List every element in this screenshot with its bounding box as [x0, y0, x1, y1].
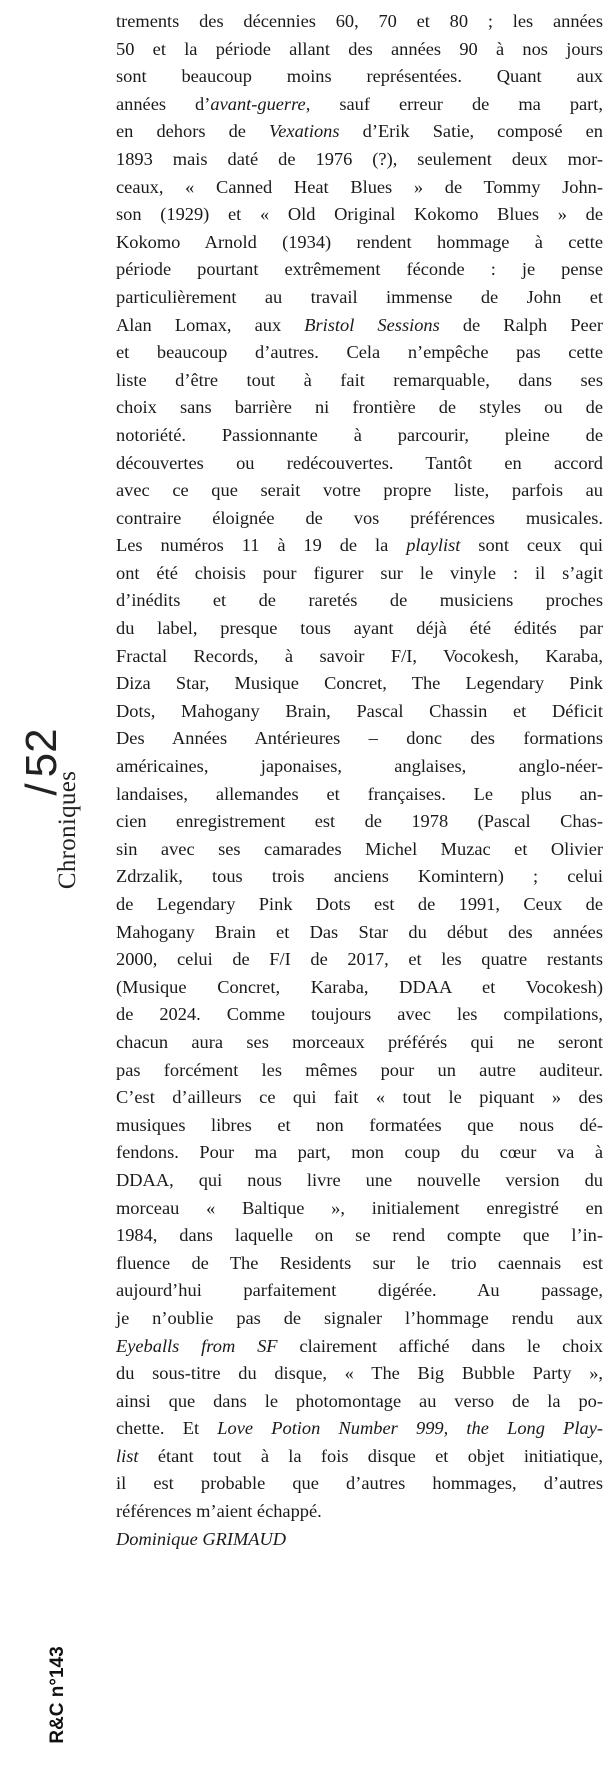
- text-segment: , sauf erreur de ma part,: [305, 93, 604, 114]
- issue-label: R&C n°143: [47, 1646, 68, 1744]
- text-segment: de Legendary Pink Dots est de 1991, Ceux de: [116, 894, 603, 914]
- article-line: [116, 532, 603, 560]
- text-segment: 2000, celui de F/I de 2017, et les quatre restants: [116, 949, 603, 970]
- article-line: [116, 339, 603, 367]
- page-number-value: 52: [17, 728, 66, 778]
- article-line: [116, 256, 603, 284]
- article-line: [116, 477, 603, 505]
- article-line: [116, 1333, 603, 1361]
- italic-text: list: [116, 1445, 139, 1466]
- text-segment: morceau « Baltique », initialement enregistré en: [116, 1197, 603, 1218]
- text-segment: (Musique Concret, Karaba, DDAA et Vocokesh): [116, 976, 603, 997]
- article-line: [116, 670, 603, 698]
- text-segment: il est probable que d’autres hommages, d’autres: [116, 1473, 603, 1494]
- text-segment: américaines, japonaises, anglaises, anglo-néer-: [116, 756, 603, 777]
- article-line: [116, 1388, 603, 1416]
- italic-text: Eyeballs from SF: [116, 1335, 278, 1356]
- article-line: [116, 422, 603, 450]
- italic-text: Love Potion Number 999, the Long Play-: [217, 1418, 603, 1439]
- article-column: [116, 8, 603, 1553]
- article-line: [116, 587, 603, 615]
- article-line: [116, 1222, 603, 1250]
- italic-text: playlist: [406, 535, 461, 556]
- text-segment: Zdrzalik, tous trois anciens Komintern) ; celui: [116, 866, 603, 887]
- article-line: [116, 1470, 603, 1498]
- article-line: [116, 863, 603, 891]
- article-line: [116, 312, 603, 340]
- text-segment: C’est d’ailleurs ce qui fait « tout le piquant » des: [116, 1087, 603, 1108]
- text-segment: en dehors de: [116, 121, 270, 142]
- article-line: [116, 891, 603, 919]
- text-segment: Alan Lomax, aux: [116, 314, 305, 335]
- text-segment: fluence de The Residents sur le trio caennais est: [116, 1252, 603, 1273]
- text-segment: de 2024. Comme toujours avec les compilations,: [116, 1004, 603, 1025]
- article-line: [116, 8, 603, 36]
- article-line: [116, 505, 603, 533]
- article-line: [116, 781, 603, 809]
- italic-text: Bristol Sessions: [304, 314, 440, 335]
- article-line: [116, 174, 603, 202]
- article-line: [116, 284, 603, 312]
- text-segment: liste d’être tout à fait remarquable, dans ses: [116, 369, 603, 390]
- page-slash: /: [17, 783, 66, 796]
- text-segment: sont beaucoup moins représentées. Quant aux: [116, 66, 603, 87]
- article-line: [116, 450, 603, 478]
- article-line: [116, 1112, 603, 1140]
- text-segment: Diza Star, Musique Concret, The Legendary Pink: [116, 673, 603, 694]
- text-segment: chacun aura ses morceaux préférés qui ne seront: [116, 1031, 603, 1052]
- text-segment: références m’aient échappé.: [116, 1501, 322, 1522]
- text-segment: découvertes ou redécouvertes. Tantôt en accord: [116, 452, 603, 473]
- article-line: [116, 836, 603, 864]
- text-segment: musiques libres et non formatées que nous dé-: [116, 1114, 603, 1135]
- author-signature: Dominique GRIMAUD: [116, 1528, 287, 1549]
- text-segment: je n’oublie pas de signaler l’hommage rendu aux: [116, 1307, 603, 1328]
- text-segment: d’Erik Satie, composé en: [339, 121, 603, 142]
- article-line: [116, 1057, 603, 1085]
- text-segment: contraire éloignée de vos préférences musicales.: [116, 507, 603, 528]
- article-line: [116, 698, 603, 726]
- text-segment: clairement affiché dans le choix: [277, 1335, 603, 1356]
- article-line: [116, 615, 603, 643]
- text-segment: et beaucoup d’autres. Cela n’empêche pas cette: [116, 342, 603, 363]
- text-segment: ont été choisis pour figurer sur le vinyle : il s’agit: [116, 562, 603, 583]
- article-line: [116, 1195, 603, 1223]
- article-line: [116, 560, 603, 588]
- article-line: [116, 146, 603, 174]
- article-line: [116, 36, 603, 64]
- article-line: [116, 1084, 603, 1112]
- article-line: [116, 1029, 603, 1057]
- text-segment: sin avec ses camarades Michel Muzac et Olivier: [116, 838, 603, 859]
- article-line: [116, 1305, 603, 1333]
- text-segment: ceaux, « Canned Heat Blues » de Tommy John-: [116, 176, 603, 197]
- text-segment: particulièrement au travail immense de John et: [116, 286, 603, 307]
- article-line: [116, 229, 603, 257]
- text-segment: trements des décennies 60, 70 et 80 ; les années: [116, 11, 603, 31]
- text-segment: sont ceux qui: [460, 535, 604, 556]
- text-segment: étant tout à la fois disque et objet initiatique,: [138, 1445, 603, 1466]
- text-segment: avec ce que serait votre propre liste, parfois au: [116, 480, 603, 501]
- article-line: [116, 946, 603, 974]
- section-rail: [43, 680, 93, 980]
- text-segment: fendons. Pour ma part, mon coup du cœur va à: [116, 1142, 603, 1163]
- article-line: [116, 367, 603, 395]
- text-segment: d’inédits et de raretés de musiciens proches: [116, 590, 603, 611]
- article-line: [116, 201, 603, 229]
- text-segment: notoriété. Passionnante à parcourir, pleine de: [116, 424, 603, 445]
- italic-text: avant-guerre: [210, 93, 306, 114]
- article-line: [116, 1443, 603, 1471]
- text-segment: de Ralph Peer: [439, 314, 603, 335]
- article-line: [116, 91, 603, 119]
- text-segment: 1893 mais daté de 1976 (?), seulement deux mor-: [116, 148, 603, 169]
- article-line: [116, 1167, 603, 1195]
- page-number: [17, 728, 67, 795]
- text-segment: cien enregistrement est de 1978 (Pascal Chas-: [116, 811, 603, 832]
- article-line: [116, 643, 603, 671]
- text-segment: Mahogany Brain et Das Star du début des années: [116, 921, 603, 942]
- text-segment: années d’: [116, 93, 211, 114]
- text-segment: du sous-titre du disque, « The Big Bubble Party »,: [116, 1363, 603, 1384]
- text-segment: du label, presque tous ayant déjà été édités par: [116, 618, 603, 639]
- text-segment: Fractal Records, à savoir F/I, Vocokesh, Karaba,: [116, 645, 603, 666]
- article-line: [116, 1139, 603, 1167]
- text-segment: période pourtant extrêmement féconde : je pense: [116, 259, 603, 280]
- article-line: [116, 1277, 603, 1305]
- article-line: [116, 753, 603, 781]
- article-line: [116, 1415, 603, 1443]
- article-line: [116, 1360, 603, 1388]
- article-line: [116, 1250, 603, 1278]
- text-segment: DDAA, qui nous livre une nouvelle version du: [116, 1169, 603, 1190]
- text-segment: landaises, allemandes et françaises. Le plus an-: [116, 783, 603, 804]
- text-segment: Kokomo Arnold (1934) rendent hommage à cette: [116, 231, 603, 252]
- text-segment: choix sans barrière ni frontière de styles ou de: [116, 397, 603, 418]
- article-line: [116, 974, 603, 1002]
- text-segment: aujourd’hui parfaitement digérée. Au passage,: [116, 1280, 603, 1301]
- text-segment: Les numéros 11 à 19 de la: [116, 535, 407, 556]
- italic-text: Vexations: [269, 121, 340, 142]
- article-line: [116, 63, 603, 91]
- article-line: [116, 808, 603, 836]
- article-line: [116, 919, 603, 947]
- text-segment: Dots, Mahogany Brain, Pascal Chassin et Déficit: [116, 700, 603, 721]
- article-line: [116, 725, 603, 753]
- article-line: [116, 1498, 603, 1526]
- text-segment: 1984, dans laquelle on se rend compte que l’in-: [116, 1225, 603, 1246]
- text-segment: Des Années Antérieures – donc des formations: [116, 728, 603, 749]
- article-line: [116, 1001, 603, 1029]
- text-segment: ainsi que dans le photomontage au verso de la po-: [116, 1390, 603, 1411]
- text-segment: son (1929) et « Old Original Kokomo Blues » de: [116, 204, 603, 225]
- article-line: [116, 118, 603, 146]
- text-segment: 50 et la période allant des années 90 à nos jours: [116, 38, 603, 59]
- text-segment: pas forcément les mêmes pour un autre auditeur.: [116, 1059, 603, 1080]
- text-segment: chette. Et: [116, 1418, 218, 1439]
- article-line: [116, 394, 603, 422]
- section-label: Chroniques: [54, 770, 81, 890]
